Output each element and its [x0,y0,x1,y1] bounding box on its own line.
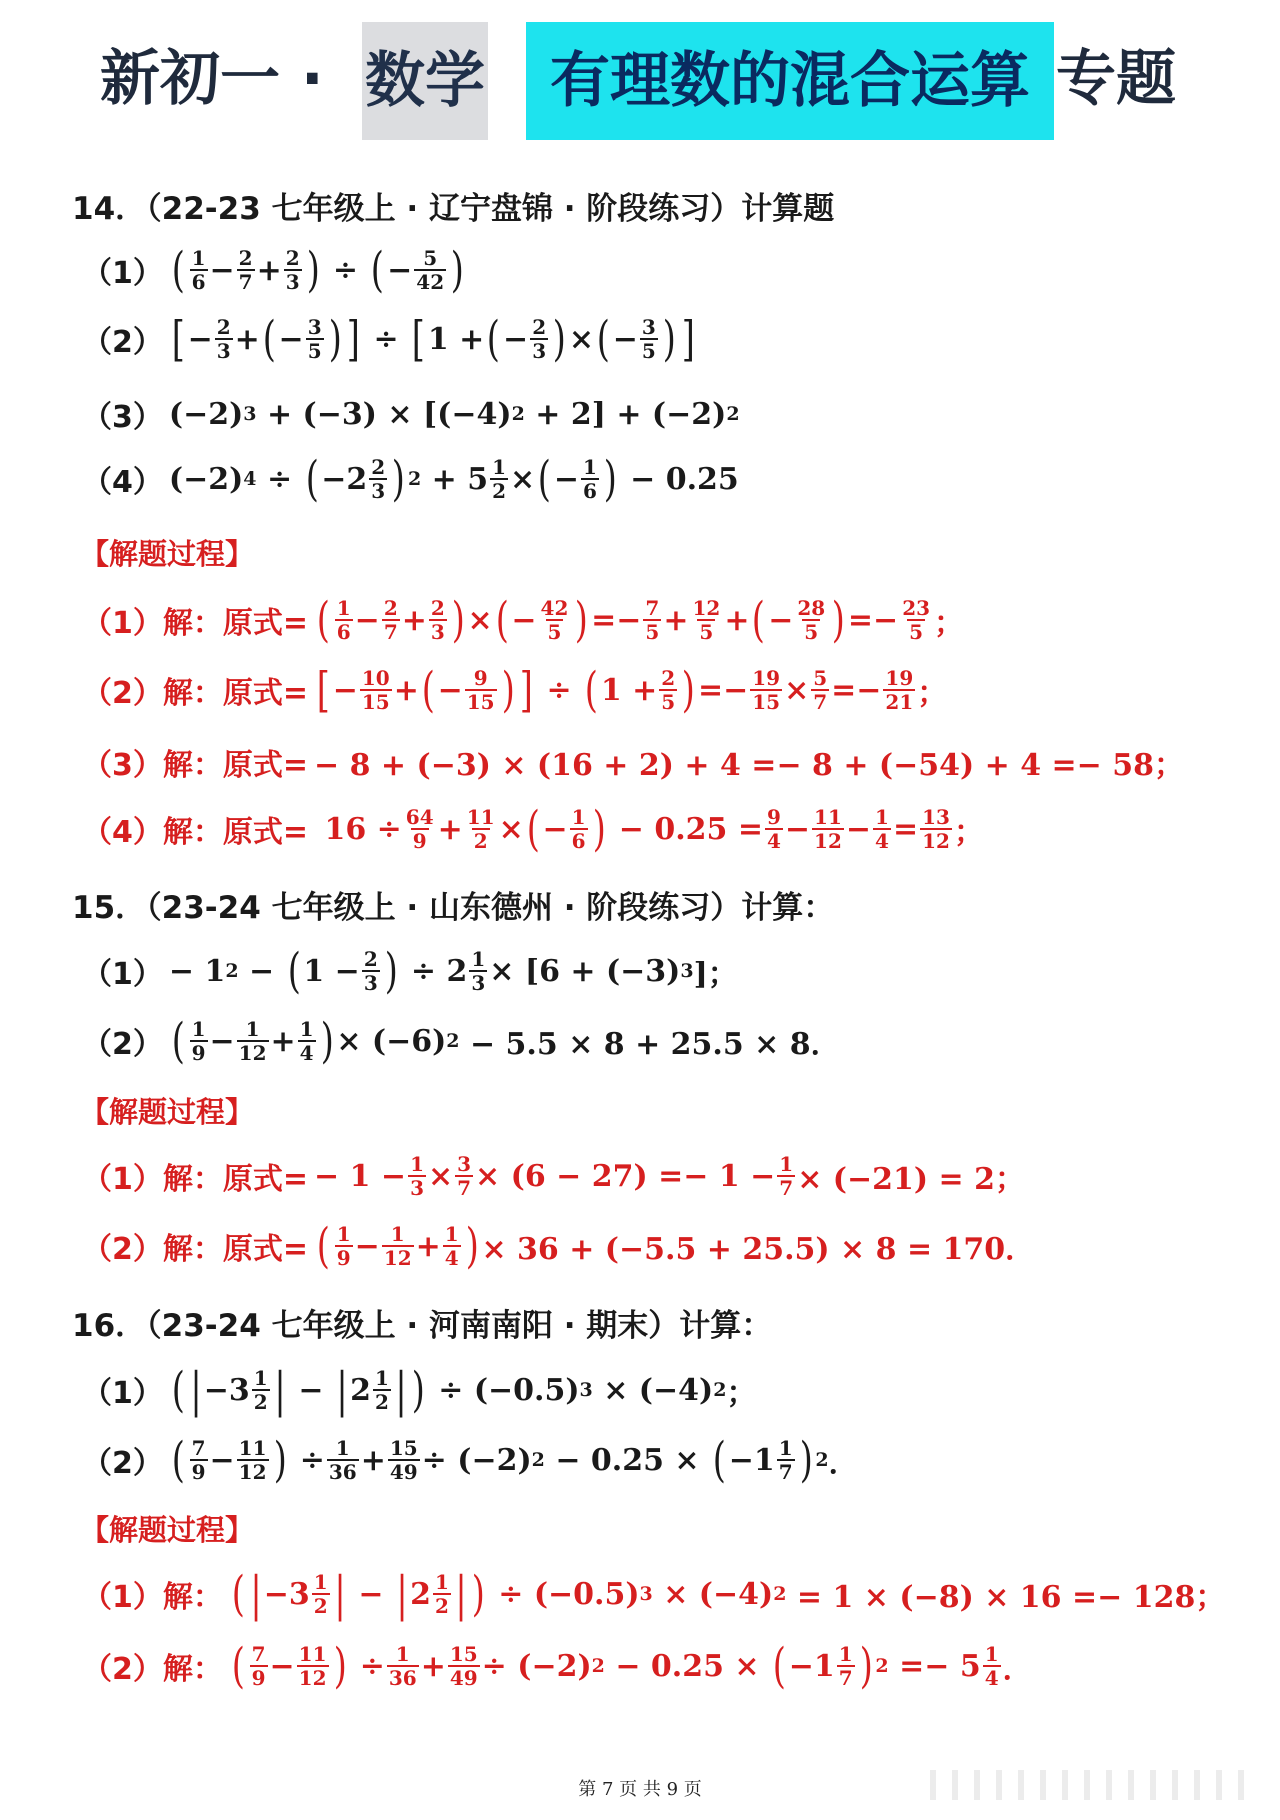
problem-14-solution-label: 【解题过程】 [80,537,255,571]
problem-15-item-1: （1） − 1 2 − ( 1 − $\frac{2}{3}$ ) ÷ 2 $\frac{1}{3}$ × [6 + (−3) 3 ]； [82,943,738,999]
header-subject: 数学 [362,22,488,140]
header-topic: 有理数的混合运算 [526,22,1054,140]
watermark-strip [930,1770,1260,1800]
problem-16-solution-1: （1）解： ( | −3 $\frac{1}{2}$ | − | 2 $\frac{1}{2}$ | ) ÷ (−0.5) 3 × (−4) 2 = 1 × (−8) × 16 =− 128； [82,1566,1226,1622]
problem-16-solution-2: （2）解： ( $\frac{7}{9}$ − $\frac{11}{12}$ ) ÷ $\frac{1}{36}$ + $\frac{15}{49}$ ÷ (−2) 2 − 0.25 × ( −1 $\frac{1}{7}$ ) 2 =− 5 $\frac{1}{4}$ ． [82,1638,1033,1694]
problem-14-item-1: （1） ( $\frac{1}{6}$ − $\frac{2}{7}$ + $\frac{2}{3}$ ) ÷ ( − $\frac{5}{42}$ ) [82,242,465,298]
problem-16-item-1: （1） ( | −3 $\frac{1}{2}$ | − | 2 $\frac{1}{2}$ | ) ÷ (−0.5) 3 × (−4) 2 ； [82,1362,757,1418]
header-grade: 新初一 · [100,44,324,114]
problem-16-item-2: （2） ( $\frac{7}{9}$ − $\frac{11}{12}$ ) ÷ $\frac{1}{36}$ + $\frac{15}{49}$ ÷ (−2) 2 − 0.25 × ( −1 $\frac{1}{7}$ ) 2 ． [82,1432,859,1488]
problem-14-item-3: （3） (−2) 3 + (−3) × [(−4) 2 + 2] + (−2) 2 [82,396,740,435]
problem-14-solution-1: （1）解：原式= ( $\frac{1}{6}$ − $\frac{2}{7}$ + $\frac{2}{3}$ ) × ( − $\frac{42}{5}$ ) =− $\frac{7}{5}$ + $\frac{12}{5}$ + ( − $\frac{28}{5}$ ) =− $\frac{23}{5}$ ； [82,592,965,648]
page-number: 第 7 页 共 9 页 [578,1779,702,1800]
problem-14-item-2: （2） [ − $\frac{2}{3}$ + ( − $\frac{3}{5}$ ) ] ÷ [ 1 + ( − $\frac{2}{3}$ ) × ( − $\frac{3}{5}$ ) ] [82,311,695,367]
problem-15-title: 15．（23-24 七年级上 · 山东德州 · 阶段练习）计算： [72,890,835,926]
problem-15-solution-label: 【解题过程】 [80,1095,255,1129]
problem-15-solution-1: （1）解：原式= − 1 − $\frac{1}{3}$ × $\frac{3}{7}$ × (6 − 27) =− 1 − $\frac{1}{7}$ × (−21) = 2； [82,1152,1025,1200]
problem-14-solution-2: （2）解：原式= [ − $\frac{10}{15}$ + ( − $\frac{9}{15}$ ) ] ÷ ( 1 + $\frac{2}{5}$ ) =− $\frac{19}{15}$ × $\frac{5}{7}$ =− $\frac{19}{21}$ ； [82,662,948,718]
header-suffix: 专题 [1056,44,1176,114]
problem-15-solution-2: （2）解：原式= ( $\frac{1}{9}$ − $\frac{1}{12}$ + $\frac{1}{4}$ ) × 36 + (−5.5 + 25.5) × 8 = 170． [82,1218,1036,1274]
problem-14-item-4: （4） (−2) 4 ÷ ( −2 $\frac{2}{3}$ ) 2 + 5 $\frac{1}{2}$ × ( − $\frac{1}{6}$ ) − 0.25 [82,451,739,507]
problem-14-solution-4: （4）解：原式= 16 ÷ $\frac{64}{9}$ + $\frac{11}{2}$ × ( − $\frac{1}{6}$ ) − 0.25 = $\frac{9}{4}$ − $\frac{11}{12}$ − $\frac{1}{4}$ = $\frac{13}{12}$ ； [82,801,984,857]
problem-14-title: 14．（22-23 七年级上 · 辽宁盘锦 · 阶段练习）计算题 [72,191,835,227]
header-banner [0,0,1280,150]
problem-14-solution-3: （3）解：原式= − 8 + (−3) × (16 + 2) + 4 =− 8 + (−54) + 4 =− 58； [82,748,1185,783]
problem-16-solution-label: 【解题过程】 [80,1513,255,1547]
problem-15-item-2: （2） ( $\frac{1}{9}$ − $\frac{1}{12}$ + $\frac{1}{4}$ ) × (−6) 2 − 5.5 × 8 + 25.5 × 8． [82,1013,841,1069]
problem-16-title: 16．（23-24 七年级上 · 河南南阳 · 期末）计算： [72,1308,773,1344]
